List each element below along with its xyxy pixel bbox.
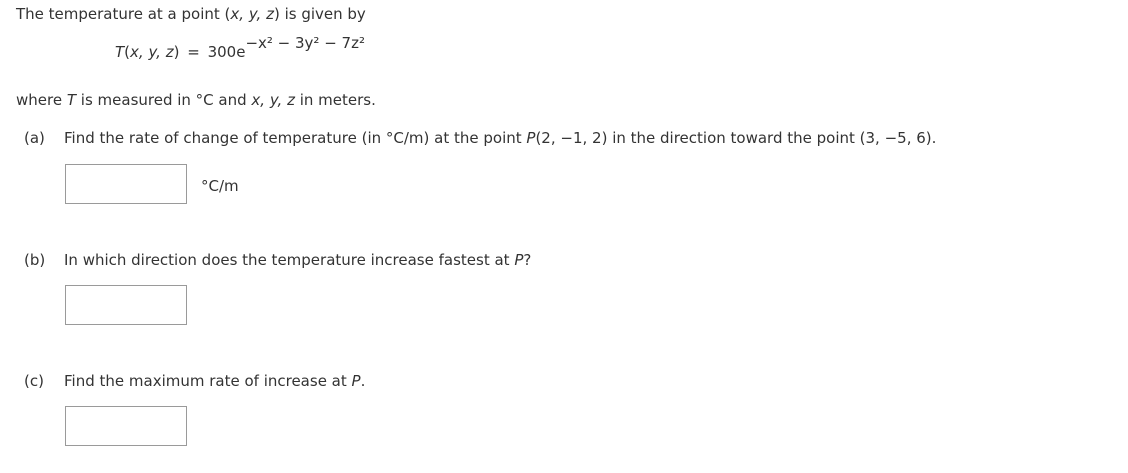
part-b-answer-input[interactable]: [65, 285, 187, 325]
part-a-question: [24, 128, 936, 148]
formula-exponent: −x² − 3y² − 7z²: [245, 34, 365, 52]
where-post: in meters.: [294, 91, 376, 109]
formula-equals: =: [187, 43, 200, 61]
part-b-point-name: P: [514, 251, 524, 269]
part-a-point-coords: (2, −1, 2): [535, 129, 608, 147]
part-c-question: [24, 371, 365, 391]
part-a-text-pre: Find the rate of change of temperature (in °C/m) at the point: [64, 129, 527, 147]
formula-vars: x, y, z: [130, 43, 174, 61]
part-a-answer-input[interactable]: [65, 164, 187, 204]
part-b-text-pre: In which direction does the temperature increase fastest at: [64, 251, 515, 269]
where-pre: where: [16, 91, 67, 109]
part-a-label: (a): [24, 129, 45, 147]
part-c-answer-input[interactable]: [65, 406, 187, 446]
formula-paren-close: ): [173, 43, 180, 61]
part-c-text-pre: Find the maximum rate of increase at: [64, 372, 352, 390]
intro-vars: x, y, z: [230, 5, 274, 23]
intro-post: ) is given by: [273, 5, 366, 23]
temperature-formula: [115, 34, 365, 62]
part-b-question: [24, 250, 531, 270]
part-c-label: (c): [24, 372, 44, 390]
part-a-text-mid: in the direction toward the point: [607, 129, 860, 147]
intro-pre: The temperature at a point (: [16, 5, 231, 23]
where-mid: is measured in °C and: [76, 91, 252, 109]
intro-sentence: [16, 4, 366, 24]
formula-func: T: [115, 43, 125, 61]
where-var-t: T: [66, 91, 77, 109]
formula-coefficient: 300e: [207, 43, 246, 61]
where-sentence: [16, 90, 376, 110]
part-c-text-post: .: [360, 372, 366, 390]
part-b-text-post: ?: [523, 251, 532, 269]
formula-paren-open: (: [124, 43, 131, 61]
part-a-point-name: P: [526, 129, 536, 147]
part-c-point-name: P: [351, 372, 361, 390]
where-vars: x, y, z: [251, 91, 295, 109]
part-a-text-post: .: [931, 129, 937, 147]
part-b-label: (b): [24, 251, 46, 269]
part-a-target-coords: (3, −5, 6): [859, 129, 932, 147]
part-a-unit: °C/m: [201, 177, 239, 195]
